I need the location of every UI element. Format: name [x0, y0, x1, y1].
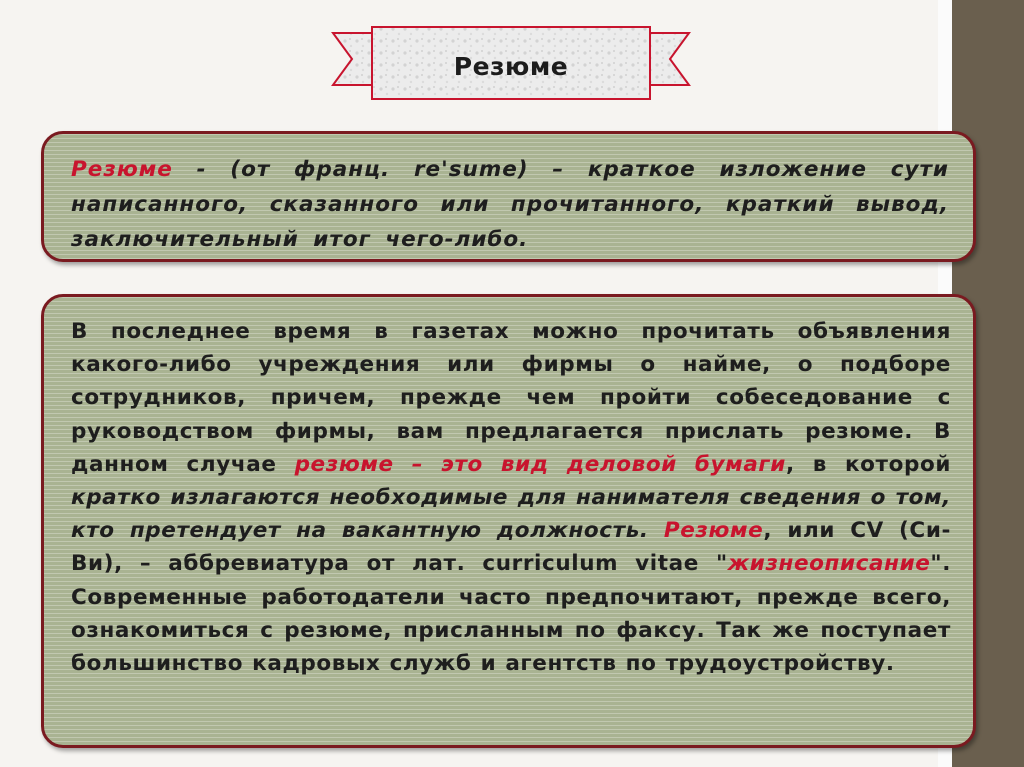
- description-highlight-3: жизнеописание: [727, 551, 931, 577]
- description-italic-2: кратко излагаются необходимые для нанимателя сведения о том, кто претендует на вакантную должность.: [71, 485, 951, 544]
- description-part-3: , или CV (Си-Ви), – аббревиатура от лат. curriculum vitae ": [71, 518, 952, 577]
- definition-term: Резюме: [71, 157, 173, 182]
- definition-text: [71, 152, 949, 257]
- description-term: Резюме: [663, 518, 764, 544]
- description-part-1: В последнее время в газетах можно прочитать объявления какого-либо учреждения или фирмы о найме, о подборе сотрудников, причем, прежде чем пройти собеседование с руководством фирмы, вам предлагается прислать резюме. В данном случае: [71, 319, 951, 477]
- page-title: Резюме: [453, 52, 569, 81]
- description-box: [41, 294, 976, 748]
- definition-box: [41, 131, 976, 262]
- title-ribbon: [330, 25, 692, 113]
- description-space: [649, 518, 664, 543]
- description-highlight-1: резюме – это вид деловой бумаги: [294, 451, 786, 477]
- description-part-2: , в которой: [785, 451, 952, 477]
- description-part-4: ". Современные работодатели часто предпочитают, прежде всего, ознакомиться с резюме, присланным по факсу. Так же поступает большинство кадровых служб и агентств по трудоустройству.: [71, 551, 951, 677]
- definition-body: - (от франц. re'sume) – краткое изложение сути написанного, сказанного или прочитанного, краткий вывод, заключительный итог чего-либо.: [71, 157, 949, 252]
- description-text: [71, 315, 951, 680]
